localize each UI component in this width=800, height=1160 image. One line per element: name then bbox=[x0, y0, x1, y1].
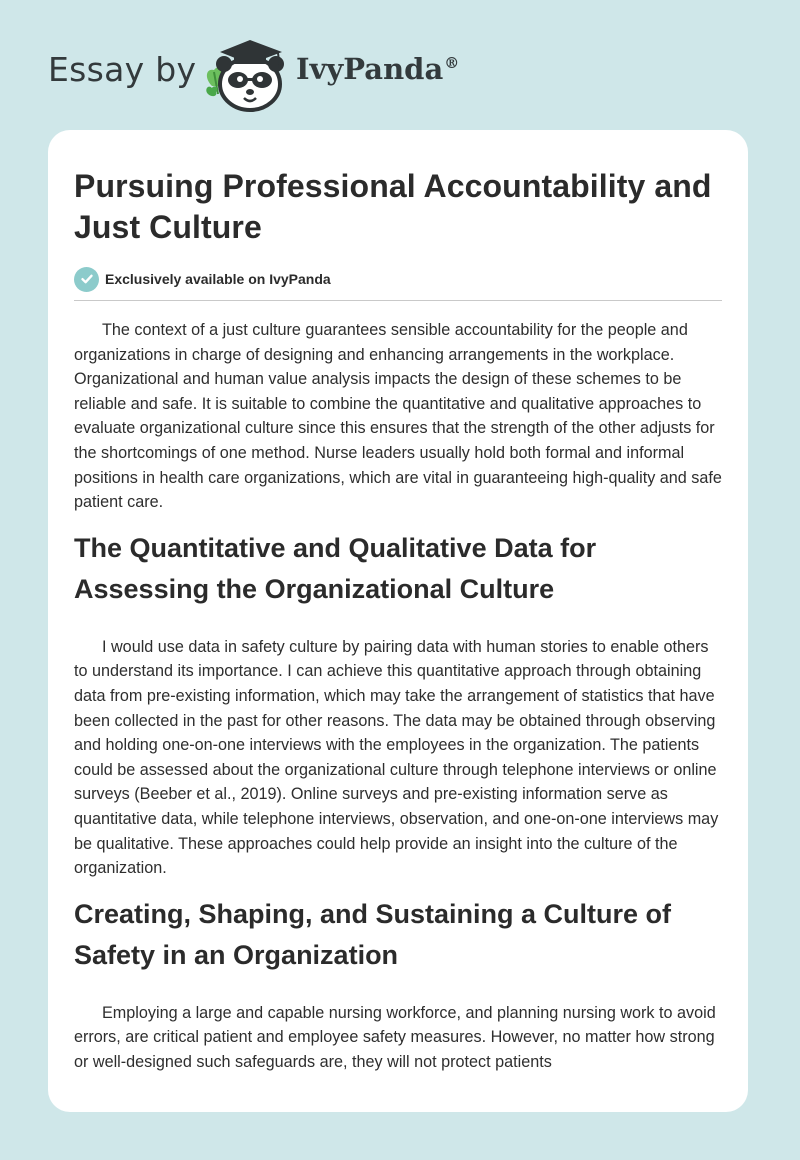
essay-by-label: Essay by bbox=[48, 50, 197, 89]
exclusive-badge bbox=[74, 266, 722, 292]
brand-name-text: IvyPanda bbox=[296, 52, 444, 86]
intro-paragraph: The context of a just culture guarantees sensible accountability for the people and organizations in charge of designing and enhancing arrangements in the workplace. Organizational and human value analysis impacts the design of these schemes to be reliable and safe. It is suitable to combine the quantitative and qualitative approaches to evaluate organizational culture since this ensures that the strength of the other adjusts for the shortcomings of one method. Nurse leaders usually hold both formal and informal positions in health care organizations, which are vital in guaranteeing high-quality and safe patient care. bbox=[74, 321, 722, 512]
essay-card bbox=[48, 130, 748, 1112]
section-heading-safety: Creating, Shaping, and Sustaining a Culture of Safety in an Organization bbox=[74, 898, 672, 970]
page-title: Pursuing Professional Accountability and Just Culture bbox=[74, 168, 712, 245]
site-header bbox=[0, 0, 800, 130]
divider bbox=[74, 300, 722, 301]
brand-name bbox=[296, 52, 459, 86]
registered-mark: ® bbox=[444, 54, 460, 73]
section-paragraph-safety: Employing a large and capable nursing workforce, and planning nursing work to avoid errors, are critical patient and employee safety measures. However, no matter how strong or well-designed such safeguards are, they will not protect patients bbox=[74, 1003, 716, 1071]
check-icon bbox=[74, 267, 99, 292]
section-heading-data: The Quantitative and Qualitative Data for Assessing the Organizational Culture bbox=[74, 532, 597, 604]
section-paragraph-data: I would use data in safety culture by pairing data with human stories to enable others to understand its importance. I can achieve this quantitative approach through obtaining data from pre-existing information, which may take the arrangement of statistics that have been collected in the past for other reasons. The data may be obtained through observing and holding one-on-one interviews with the employees in the organization. The patients could be assessed about the organizational culture through telephone interviews or online surveys (Beeber et al., 2019). Online surveys and pre-existing information serve as quantitative data, while telephone interviews, observation, and one-on-one interviews may be qualitative. These approaches could help provide an insight into the culture of the organization. bbox=[74, 637, 719, 878]
panda-graduate-icon bbox=[200, 34, 292, 114]
essay-content bbox=[74, 166, 722, 1074]
badge-text: Exclusively available on IvyPanda bbox=[105, 271, 331, 287]
